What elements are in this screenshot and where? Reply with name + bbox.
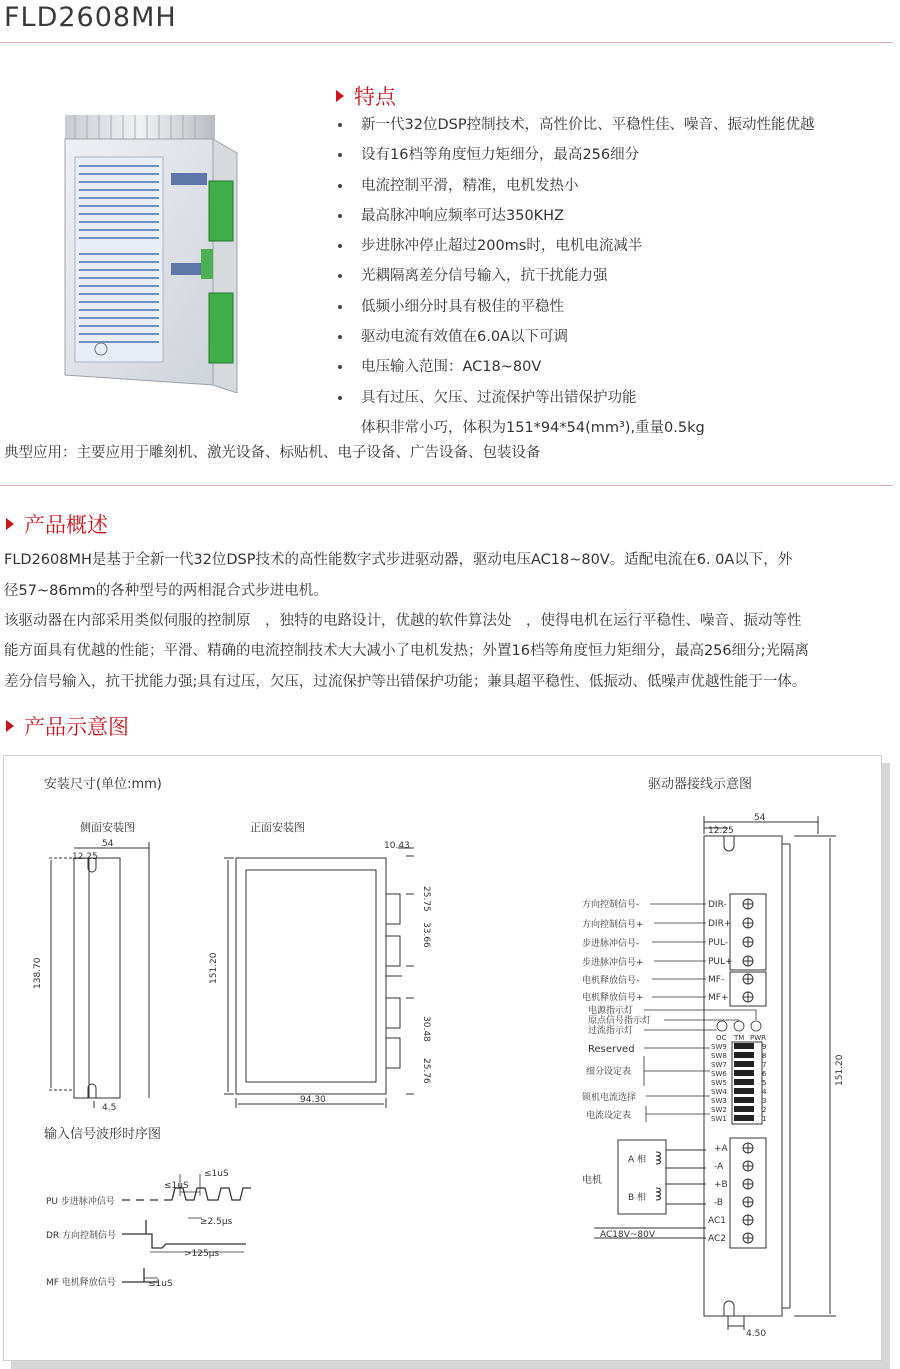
timing-t3: ≥2.5μs: [200, 1217, 233, 1227]
svg-text:SW6: SW6: [711, 1070, 727, 1078]
wiring-width-dim: 54: [754, 813, 766, 823]
section-arrow-icon: [336, 90, 344, 102]
svg-text:8: 8: [762, 1052, 767, 1060]
svg-text:3: 3: [762, 1097, 767, 1105]
list-item: 体积非常小巧，体积为151*94*54(mm³),重量0.5kg: [361, 419, 705, 436]
svg-text:1: 1: [762, 1115, 767, 1123]
front-width-dim: 94.30: [300, 1095, 326, 1105]
timing-t4: >125μs: [184, 1249, 220, 1259]
list-item: 驱动电流有效值在6.0A以下可调: [338, 326, 815, 356]
list-item: 低频小细分时具有极佳的平稳性: [338, 296, 815, 326]
features-list: [338, 114, 815, 447]
front-top-dim: 10.43: [384, 841, 410, 851]
indicator-label: 原点信号指示灯: [588, 1016, 652, 1026]
bullet-icon: [338, 396, 342, 400]
switch-group-label: 锁机电流选择: [582, 1093, 637, 1103]
front-view-label: 正面安装图: [250, 821, 305, 834]
section-divider: [0, 485, 893, 486]
signal-wires: [650, 904, 706, 997]
list-item: 新一代32位DSP控制技术，高性价比、平稳性佳、噪音、振动性能优越: [338, 114, 815, 144]
bullet-icon: [338, 184, 342, 188]
overview-line: 差分信号输入，抗干扰能力强;具有过压，欠压，过流保护等出错保护功能；兼具超平稳性、低振动、低噪声优越性能于一体。: [4, 674, 807, 690]
bullet-icon: [338, 214, 342, 218]
front-dim-2: 33.66: [421, 922, 431, 948]
features-heading: [336, 81, 396, 111]
power-terminal-label: +B: [714, 1180, 728, 1190]
timing-dr-label: DR 方向控制信号: [46, 1231, 117, 1241]
svg-text:6: 6: [762, 1070, 767, 1078]
signal-label: 方向控制信号-: [582, 900, 640, 910]
bullet-icon: [338, 335, 342, 339]
svg-text:SW1: SW1: [711, 1115, 727, 1123]
diagram-panel: [3, 755, 882, 1361]
list-item: 电压输入范围：AC18~80V: [338, 356, 815, 386]
svg-text:5: 5: [762, 1079, 767, 1087]
signal-label: 电机释放信号+: [582, 993, 644, 1003]
signal-terminal-block: [730, 894, 766, 1006]
led-label: OC: [716, 1034, 727, 1042]
svg-text:7: 7: [762, 1061, 767, 1069]
signal-label: 电机释放信号-: [582, 976, 640, 986]
timing-t1: ≤1uS: [204, 1169, 229, 1179]
overview-heading: [6, 509, 108, 539]
front-dim-4: 25.76: [421, 1058, 431, 1084]
wiring-height-dim: 151.20: [835, 1054, 845, 1086]
indicator-label: 过流指示灯: [588, 1026, 634, 1036]
switch-group-label: 电流设定表: [586, 1111, 632, 1121]
list-item: 设有16档等角度恒力矩细分，最高256细分: [338, 144, 815, 174]
diagram-heading-label: 产品示意图: [24, 715, 129, 739]
svg-text:9: 9: [762, 1043, 767, 1051]
motor-label: 电机: [582, 1175, 602, 1186]
bullet-icon: [338, 365, 342, 369]
power-terminal-label: +A: [714, 1144, 728, 1154]
front-dim-3: 30.48: [421, 1016, 431, 1042]
terminal-label: DIR+: [708, 919, 732, 929]
header-divider: [0, 42, 893, 43]
overview-line: FLD2608MH是基于全新一代32位DSP技术的高性能数字式步进驱动器，驱动电压AC18~80V。适配电流在6. 0A以下，外: [4, 552, 793, 568]
terminal-label: DIR-: [708, 900, 727, 910]
terminal-label: MF+: [708, 993, 729, 1003]
power-terminal-label: AC2: [708, 1234, 727, 1244]
switch-group-label: 细分设定表: [586, 1067, 632, 1077]
power-terminal-label: -A: [714, 1162, 724, 1172]
side-offset-dim: 12.25: [72, 852, 98, 862]
overview-line: 径57~86mm的各种型号的两相混合式步进电机。: [4, 583, 328, 599]
signal-label: 方向控制信号+: [582, 920, 644, 930]
power-input-label: AC18V~80V: [600, 1230, 656, 1240]
terminal-label: MF-: [708, 975, 725, 985]
features-heading-label: 特点: [354, 85, 396, 109]
front-height-dim: 151.20: [209, 952, 219, 984]
indicator-label: 电源指示灯: [588, 1006, 634, 1016]
section-arrow-icon: [6, 518, 14, 530]
front-dim-1: 25.75: [421, 886, 431, 912]
svg-text:SW5: SW5: [711, 1079, 727, 1087]
led-label: TM: [734, 1034, 745, 1042]
bullet-icon: [338, 244, 342, 248]
timing-t2: ≤1uS: [164, 1181, 189, 1191]
applications-text: 典型应用：主要应用于雕刻机、激光设备、标贴机、电子设备、广告设备、包装设备: [4, 445, 541, 461]
timing-mf-label: MF 电机释放信号: [46, 1278, 116, 1288]
side-view-label: 侧面安装图: [80, 821, 135, 834]
list-item: 具有过压、欠压、过流保护等出错保护功能: [338, 387, 815, 417]
bullet-icon: [338, 305, 342, 309]
bullet-icon: [338, 123, 342, 127]
front-view-drawing: [224, 848, 414, 1108]
diagram-drawing: [4, 756, 881, 1360]
bullet-icon: [338, 274, 342, 278]
diagram-heading: [6, 711, 129, 741]
dip-switch-bank: [732, 1042, 762, 1124]
phase-a-label: A 相: [628, 1155, 647, 1165]
list-item: 步进脉冲停止超过200ms时，电机电流减半: [338, 235, 815, 265]
power-terminal-label: -B: [714, 1198, 724, 1208]
svg-text:SW3: SW3: [711, 1097, 727, 1105]
install-title: 安装尺寸(单位:mm): [44, 777, 162, 792]
section-arrow-icon: [6, 720, 14, 732]
switch-group-label: Reserved: [588, 1044, 635, 1055]
terminal-label: PUL-: [708, 938, 729, 948]
timing-waveforms: [122, 1188, 251, 1282]
led-label: PWR: [750, 1034, 767, 1042]
svg-text:SW8: SW8: [711, 1052, 727, 1060]
terminal-screws: [743, 899, 753, 1002]
svg-text:SW2: SW2: [711, 1106, 727, 1114]
list-item: 最高脉冲响应频率可达350KHZ: [338, 205, 815, 235]
svg-text:SW4: SW4: [711, 1088, 727, 1096]
bullet-icon: [338, 153, 342, 157]
switch-group-leaders: [644, 1048, 710, 1122]
overview-line: 能方面具有优越的性能；平滑、精确的电流控制技术大大减小了电机发热；外置16档等角度恒力矩细分，最高256细分;光隔离: [4, 643, 810, 659]
terminal-label: PUL+: [708, 957, 733, 967]
list-item: 光耦隔离差分信号输入，抗干扰能力强: [338, 265, 815, 295]
power-terminal-label: AC1: [708, 1216, 727, 1226]
svg-text:2: 2: [762, 1106, 767, 1114]
side-bottom-dim: 4.5: [102, 1103, 117, 1113]
wiring-offset-dim: 12.25: [708, 826, 734, 836]
wiring-title: 驱动器接线示意图: [648, 777, 753, 792]
overview-line: 该驱动器在内部采用类似伺服的控制原 ，独特的电路设计，优越的软件算法处 ，使得电机在运行平稳性、噪音、振动等性: [4, 613, 802, 629]
timing-title: 输入信号波形时序图: [44, 1127, 162, 1142]
svg-text:SW7: SW7: [711, 1061, 727, 1069]
signal-label: 步进脉冲信号-: [582, 939, 640, 949]
list-item: 电流控制平滑，精准，电机发热小: [338, 175, 815, 205]
timing-t5: ≤1uS: [148, 1279, 173, 1289]
timing-pu-label: PU 步进脉冲信号: [46, 1197, 115, 1207]
side-width-dim: 54: [102, 839, 114, 849]
overview-heading-label: 产品概述: [24, 513, 108, 537]
phase-b-label: B 相: [628, 1193, 647, 1203]
page-title: FLD2608MH: [4, 2, 177, 33]
svg-text:4: 4: [762, 1088, 767, 1096]
signal-label: 步进脉冲信号+: [582, 958, 644, 968]
product-photo: [63, 113, 239, 393]
indicator-leds: [644, 1010, 761, 1031]
side-height-dim: 138.70: [33, 957, 43, 989]
side-view-drawing: [49, 842, 149, 1108]
wiring-bottom-dim: 4.50: [746, 1329, 767, 1339]
svg-text:SW9: SW9: [711, 1043, 727, 1051]
